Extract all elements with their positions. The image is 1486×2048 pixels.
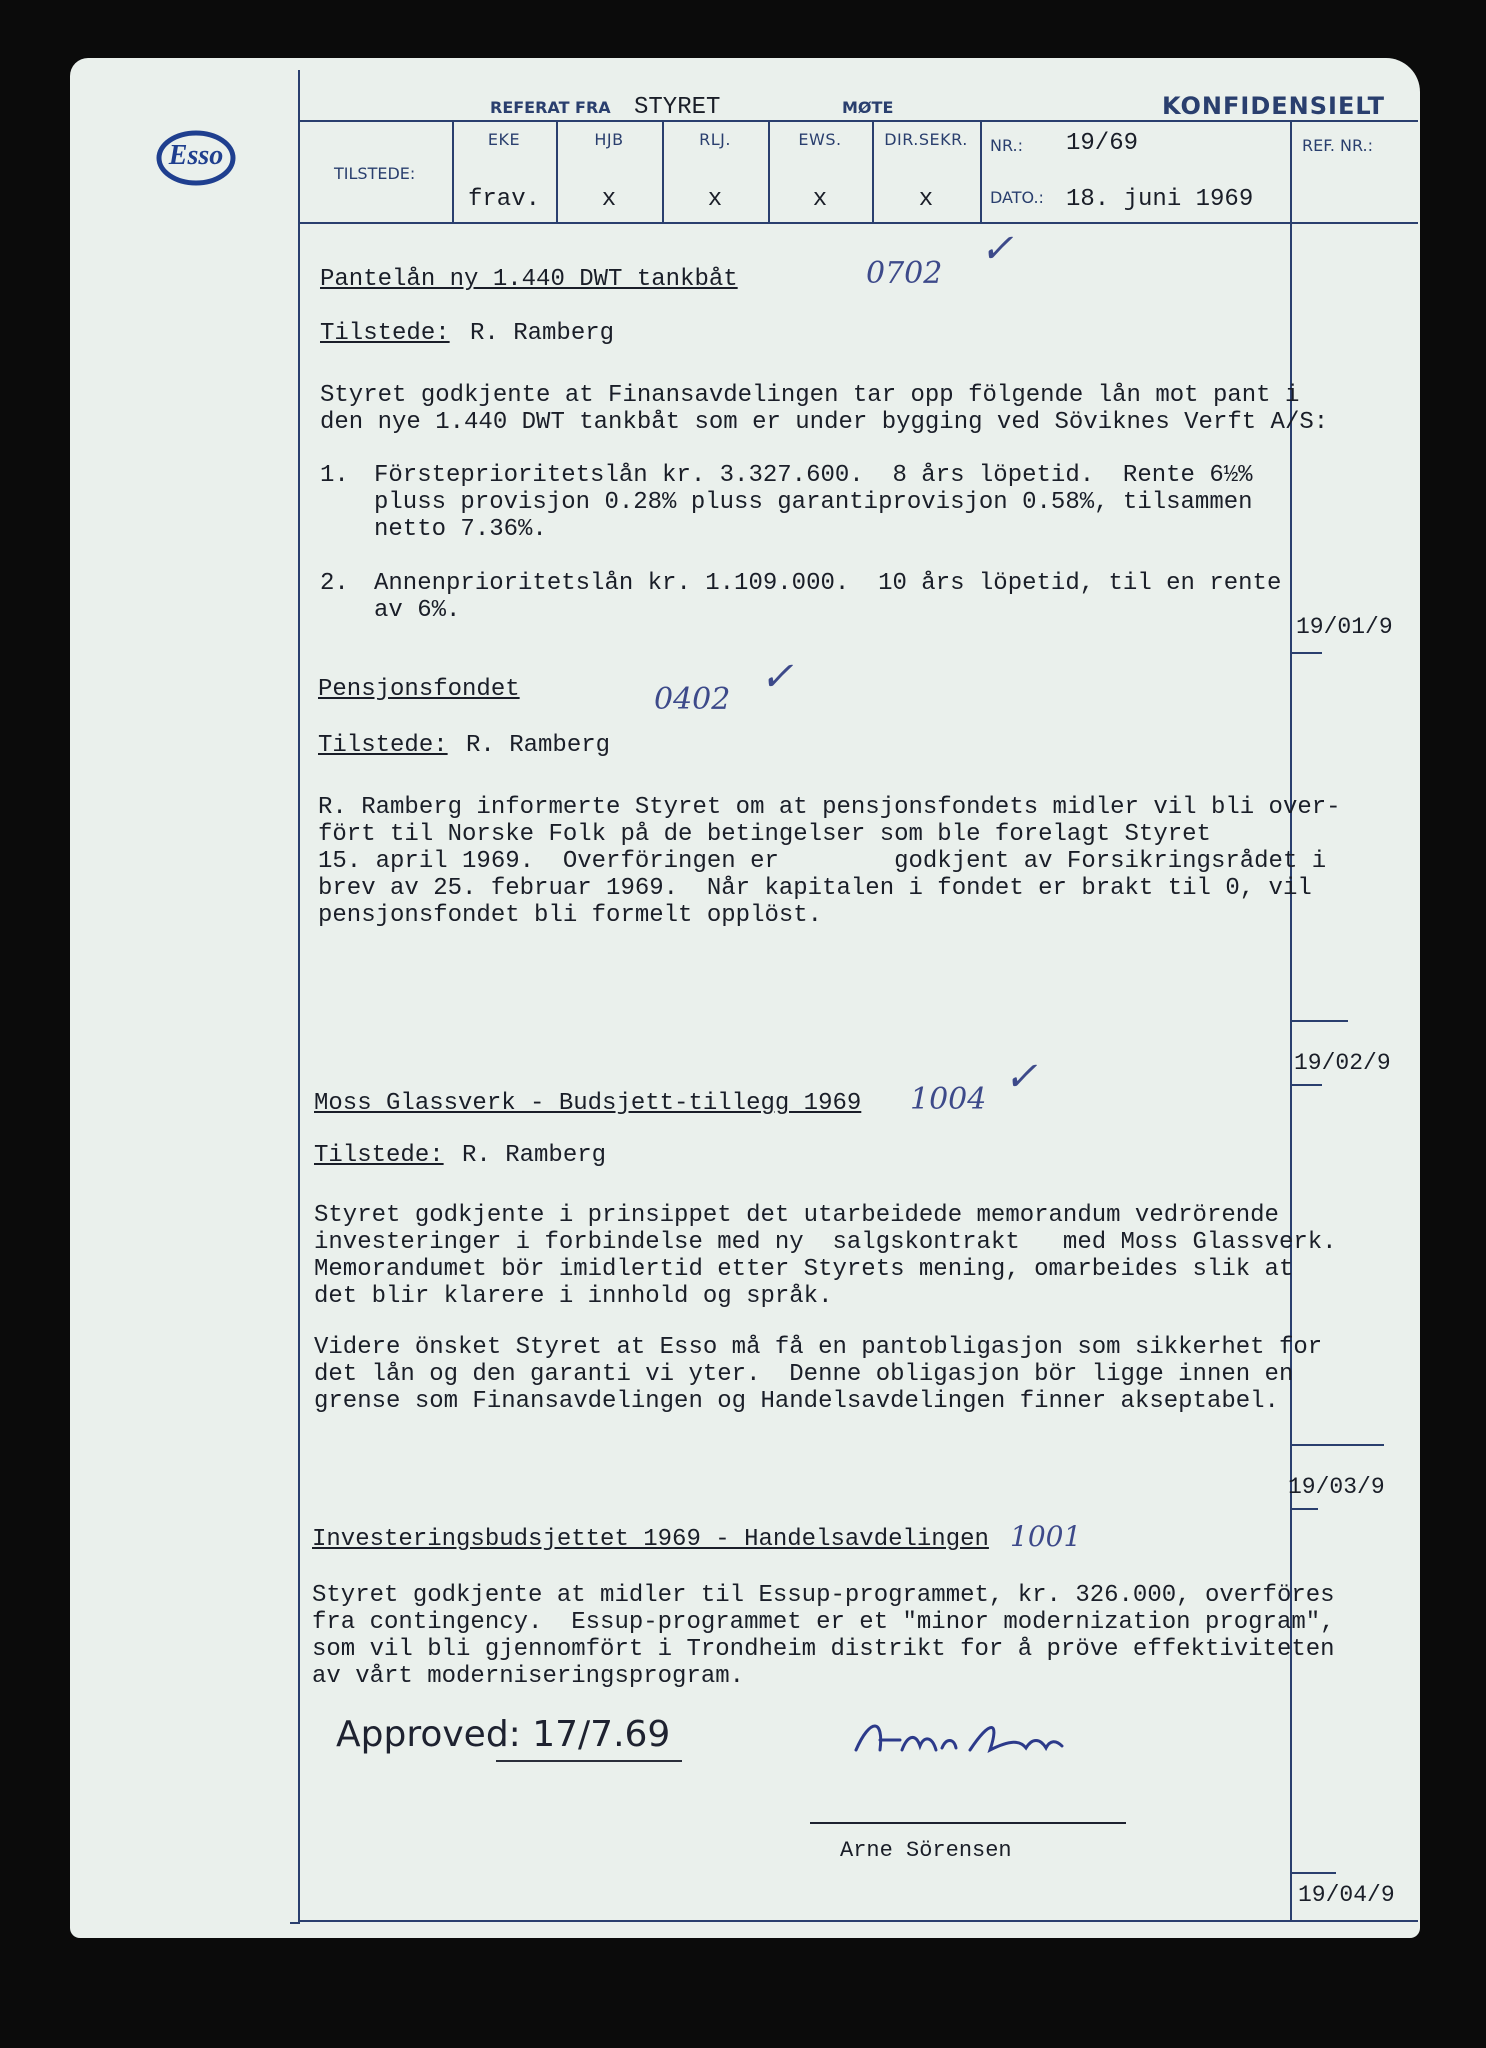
- section-4-title: Investeringsbudsjettet 1969 - Handelsavdelingen: [312, 1526, 989, 1553]
- attendee-code-eke: EKE: [487, 130, 521, 149]
- section-3-title: Moss Glassverk - Budsjett-tillegg 1969: [314, 1090, 862, 1117]
- section-2-tilstede-name: R. Ramberg: [466, 732, 611, 759]
- section-3-check-icon: ✓: [1004, 1054, 1038, 1100]
- section-1-item-1-text: Försteprioritetslån kr. 3.327.600. 8 års löpetid. Rente 6½% pluss provisjon 0.28% pluss garantiprovisjon 0.58%, tilsammen netto 7.36%.: [374, 462, 1253, 543]
- attendee-mark-eke: frav.: [467, 186, 540, 213]
- section-2-title: Pensjonsfondet: [318, 676, 520, 703]
- tilstede-header-label: TILSTEDE:: [334, 164, 416, 183]
- section-3-paragraph-2: Videre önsket Styret at Esso må få en pantobligasjon som sikkerhet for det lån og den garanti vi yter. Denne obligasjon bör ligge innen en grense som Finansavdelingen og Handelsavdelingen finner akseptabel.: [314, 1334, 1323, 1415]
- mote-label: MØTE: [842, 98, 894, 117]
- section-2-ref: 19/02/9: [1294, 1050, 1391, 1076]
- section-1-item-2-text: Annenprioritetslån kr. 1.109.000. 10 års löpetid, til en rente av 6%.: [374, 570, 1282, 624]
- section-3-tilstede-name: R. Ramberg: [462, 1142, 607, 1169]
- section-1-title: Pantelån ny 1.440 DWT tankbåt: [320, 266, 738, 293]
- section-1-check-icon: ✓: [980, 226, 1014, 272]
- body-type: STYRET: [634, 94, 721, 121]
- section-3-code: 1004: [910, 1082, 987, 1117]
- section-1-paragraph: Styret godkjente at Finansavdelingen tar opp fölgende lån mot pant i den nye 1.440 DWT tankbåt som er under bygging ved Söviknes Verft A/S:: [320, 382, 1329, 436]
- confidential-label: KONFIDENSIELT: [1162, 92, 1386, 120]
- section-3-tilstede-label: Tilstede:: [314, 1142, 444, 1169]
- dato-value: 18. juni 1969: [1066, 186, 1254, 213]
- section-3-ref: 19/03/9: [1288, 1474, 1385, 1500]
- esso-logo: [156, 130, 236, 186]
- section-4-paragraph: Styret godkjente at midler til Essup-programmet, kr. 326.000, overföres fra contingency. Essup-programmet er et "minor modernization program", som vil bli gjennomfört i Trondheim distrikt for å pröve effektiviteten av vårt moderniseringsprogram.: [312, 1582, 1335, 1690]
- attendee-mark-ews: x: [812, 186, 828, 213]
- signer-name: Arne Sörensen: [840, 1838, 1012, 1863]
- ref-nr-label: REF. NR.:: [1302, 136, 1374, 155]
- attendee-code-hjb: HJB: [594, 130, 624, 149]
- section-1-tilstede-label: Tilstede:: [320, 320, 450, 347]
- section-2-check-icon: ✓: [760, 654, 794, 700]
- attendee-code-dirsekr: DIR.SEKR.: [884, 130, 968, 149]
- section-1-item-1-number: 1.: [320, 462, 349, 489]
- attendee-code-ews: EWS.: [798, 130, 842, 149]
- attendee-mark-rlj: x: [707, 186, 723, 213]
- section-2-tilstede-label: Tilstede:: [318, 732, 448, 759]
- section-2-code: 0402: [654, 682, 731, 717]
- nr-value: 19/69: [1066, 130, 1139, 157]
- section-2-paragraph: R. Ramberg informerte Styret om at pensjonsfondets midler vil bli over- fört til Norske Folk på de betingelser som ble forelagt Styret 15. april 1969. Overföringen er godkjent av Forsikringsrådet i brev av 25. februar 1969. Når kapitalen i fondet er brakt til 0, vil pensjonsfondet bli formelt opplöst.: [318, 794, 1341, 929]
- attendee-mark-hjb: x: [601, 186, 617, 213]
- nr-label: NR.:: [990, 136, 1023, 155]
- approved-stamp: Approved: 17/7.69: [336, 1714, 671, 1755]
- referat-fra-label: REFERAT FRA: [490, 98, 611, 117]
- section-1-ref: 19/01/9: [1296, 614, 1393, 640]
- section-1-code: 0702: [866, 256, 943, 291]
- attendee-code-rlj: RLJ.: [699, 130, 731, 149]
- section-3-paragraph: Styret godkjente i prinsippet det utarbeidede memorandum vedrörende investeringer i forbindelse med ny salgskontrakt med Moss Glassverk. Memorandumet bör imidlertid etter Styrets mening, omarbeides slik at det blir klarere i innhold og språk.: [314, 1202, 1337, 1310]
- section-4-ref: 19/04/9: [1298, 1882, 1395, 1908]
- dato-label: DATO.:: [990, 188, 1044, 207]
- attendee-mark-dirsekr: x: [918, 186, 934, 213]
- section-1-tilstede-name: R. Ramberg: [470, 320, 615, 347]
- section-1-item-2-number: 2.: [320, 570, 349, 597]
- logo-text: Esso: [168, 140, 224, 171]
- section-4-code: 1001: [1010, 1520, 1082, 1553]
